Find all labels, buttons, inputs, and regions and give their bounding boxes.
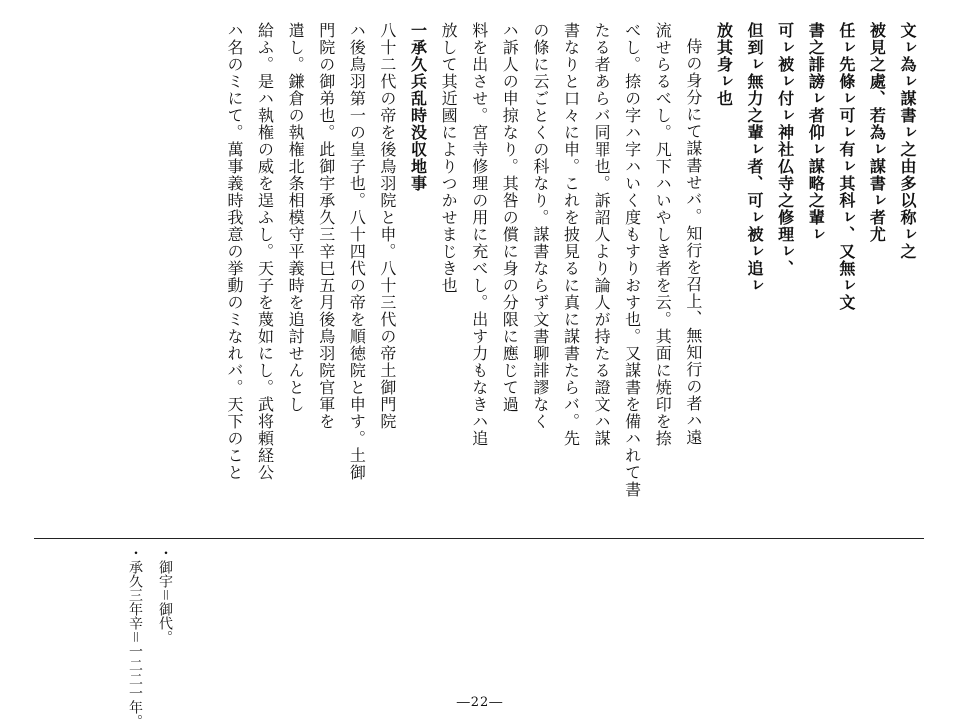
text-line-12: 書なりと口々に申。これを披見るに真に謀書たらバ。先	[561, 22, 581, 447]
text-line-14: ハ訴人の申掠なり。其咎の償に身の分限に應じて過	[500, 22, 520, 413]
text-line-11: たる者あらバ同罪也。訴詔人より論人が持たる證文ハ謀	[592, 22, 612, 447]
text-line-16: 放して其近國によりつかせまじき也	[439, 22, 459, 294]
text-line-1: 文ㇾ為ㇾ謀書ㇾ之由多以称ㇾ之	[898, 22, 917, 260]
text-line-4: 書之誹謗ㇾ者仰ㇾ謀略之輩ㇾ	[806, 22, 826, 243]
text-line-15: 料を出させ。宮寺修理の用に充べし。出す力もなきハ追	[469, 22, 489, 447]
footnote-2: ・承久三年辛＝一二二一年。	[127, 546, 143, 728]
text-line-3: 任ㇾ先條ㇾ可ㇾ有ㇾ其科ㇾ、又無ㇾ文	[836, 22, 856, 311]
text-line-23: ハ名のミにて。萬事義時我意の挙動のミなれバ。天下のこと	[224, 22, 244, 481]
text-line-13: の條に云ごとくの科なり。謀書ならず文書聊誹謬なく	[530, 22, 550, 430]
footnotes	[100, 546, 180, 728]
text-line-2: 被見之處、若為ㇾ謀書ㇾ者尤	[867, 22, 887, 243]
text-line-5: 可ㇾ被ㇾ付ㇾ神社仏寺之修理ㇾ、	[775, 22, 795, 277]
section-heading: 一承久兵乱時没収地事	[408, 22, 428, 192]
page-number: ―22―	[456, 695, 504, 710]
main-text-body	[32, 22, 922, 522]
footnote-divider	[34, 538, 924, 539]
text-line-20: 門院の御弟也。此御宇承久三辛巳五月後鳥羽院官軍を	[316, 22, 336, 430]
text-line-8: 侍の身分にて謀書せバ。知行を召上、無知行の者ハ遠	[683, 38, 703, 446]
text-line-7: 放其身ㇾ也	[714, 22, 734, 107]
text-line-22: 給ふ。是ハ執権の威を逞ふし。天子を蔑如にし。武将頼経公	[255, 22, 275, 481]
footnote-1: ・御宇＝御代。	[157, 546, 173, 644]
text-line-18: 八十二代の帝を後鳥羽院と申。八十三代の帝土御門院	[377, 22, 397, 430]
text-line-21: 遣し。鎌倉の執権北条相模守平義時を追討せんとし	[286, 22, 306, 413]
text-line-10: べし。捺の字ハ字ハいく度もすりおす也。又謀書を備ハれて書	[622, 22, 642, 498]
text-line-9: 流せらるべし。凡下ハいやしき者を云。其面に焼印を捺	[653, 22, 673, 447]
text-line-6: 但到ㇾ無力之輩ㇾ者、可ㇾ被ㇾ追ㇾ	[745, 22, 765, 294]
text-line-19: ハ後鳥羽第一の皇子也。八十四代の帝を順徳院と申す。土御	[347, 22, 367, 481]
